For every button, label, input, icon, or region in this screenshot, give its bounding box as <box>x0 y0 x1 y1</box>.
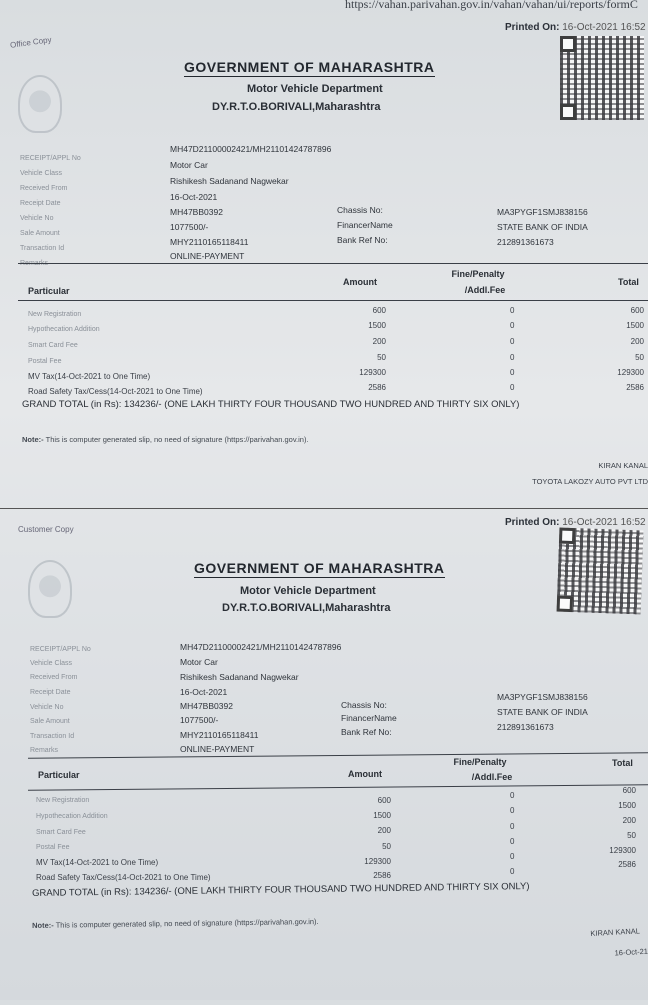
row-amount: 200 <box>372 337 386 346</box>
dealer-name: TOYOTA LAKOZY AUTO PVT LTD <box>532 477 648 486</box>
row-particular: Postal Fee <box>36 844 70 851</box>
financer-label: FinancerName <box>337 220 393 230</box>
bank-ref-label: Bank Ref No: <box>341 727 392 737</box>
field-label: Vehicle No <box>30 704 64 711</box>
row-amount: 600 <box>377 796 391 805</box>
printed-label: Printed On: <box>505 22 560 33</box>
field-label: Vehicle No <box>20 215 54 222</box>
table-top-rule <box>18 263 648 264</box>
signatory-name: KIRAN KANAL <box>598 461 648 470</box>
row-amount: 2586 <box>368 383 386 392</box>
financer-label: FinancerName <box>341 713 397 723</box>
table-header-rule <box>18 300 648 301</box>
row-amount: 129300 <box>359 368 386 377</box>
row-total: 200 <box>630 337 644 346</box>
printed-date: 16-Oct-2021 16:52 <box>562 517 646 528</box>
row-amount: 600 <box>372 306 386 315</box>
row-particular: Smart Card Fee <box>36 829 86 836</box>
header-addl-fee: /Addl.Fee <box>471 772 513 782</box>
row-fine: 0 <box>510 368 515 377</box>
row-amount: 2586 <box>373 871 391 880</box>
row-particular: MV Tax(14-Oct-2021 to One Time) <box>36 858 159 867</box>
government-title: GOVERNMENT OF MAHARASHTRA <box>194 560 445 576</box>
office-name: DY.R.T.O.BORIVALI,Maharashtra <box>212 101 381 113</box>
row-total: 129300 <box>617 368 644 377</box>
grand-total: GRAND TOTAL (in Rs): 134236/- (ONE LAKH THIRTY FOUR THOUSAND TWO HUNDRED AND THIRTY SIX ONLY) <box>32 881 530 899</box>
receipt-date: 16-Oct-2021 <box>180 687 228 697</box>
row-fine: 0 <box>510 337 515 346</box>
bank-ref-number: 212891361673 <box>497 237 554 247</box>
grand-total: GRAND TOTAL (in Rs): 134236/- (ONE LAKH THIRTY FOUR THOUSAND TWO HUNDRED AND THIRTY SIX ONLY) <box>22 399 520 410</box>
office-name: DY.R.T.O.BORIVALI,Maharashtra <box>222 602 391 614</box>
sale-amount: 1077500/- <box>170 222 209 232</box>
row-amount: 1500 <box>368 321 386 330</box>
row-amount: 129300 <box>364 857 391 866</box>
received-from: Rishikesh Sadanand Nagwekar <box>170 176 289 186</box>
header-particular: Particular <box>38 770 80 780</box>
printed-on <box>505 22 646 33</box>
note-text: This is computer generated slip, no need of signature (https://parivahan.gov.in). <box>45 435 309 444</box>
printed-label: Printed On: <box>505 517 560 528</box>
vehicle-class: Motor Car <box>170 160 208 170</box>
vehicle-class: Motor Car <box>180 657 218 667</box>
header-fine-penalty: Fine/Penalty <box>453 757 507 767</box>
row-total: 200 <box>622 816 636 825</box>
financer-name: STATE BANK OF INDIA <box>497 707 588 717</box>
row-total: 600 <box>630 306 644 315</box>
field-label: Sale Amount <box>20 230 60 237</box>
field-label: Receipt Date <box>20 200 61 207</box>
chassis-label: Chassis No: <box>337 205 383 215</box>
row-fine: 0 <box>510 837 515 846</box>
computer-generated-note <box>32 917 319 930</box>
row-amount: 1500 <box>373 811 391 820</box>
page-url: https://vahan.parivahan.gov.in/vahan/vahan/ui/reports/formC <box>345 0 638 11</box>
remarks: ONLINE-PAYMENT <box>180 744 255 754</box>
row-fine: 0 <box>510 306 515 315</box>
remarks: ONLINE-PAYMENT <box>170 251 245 261</box>
note-prefix: Note:- <box>32 920 54 930</box>
row-fine: 0 <box>510 791 515 800</box>
receipt-number: MH47D21100002421/MH21101424787896 <box>180 642 342 652</box>
chassis-label: Chassis No: <box>341 700 387 710</box>
copy-label: Office Copy <box>9 35 53 50</box>
header-total: Total <box>618 277 639 287</box>
field-label: RECEIPT/APPL No <box>30 646 91 653</box>
row-fine: 0 <box>510 383 515 392</box>
row-total: 2586 <box>618 860 636 869</box>
state-emblem-icon <box>28 560 72 618</box>
field-label: Remarks <box>30 747 59 754</box>
copy-label: Customer Copy <box>18 525 74 534</box>
qr-code-icon <box>560 36 644 120</box>
qr-code-icon <box>557 528 644 615</box>
field-label: Vehicle Class <box>30 660 73 667</box>
vehicle-number: MH47BB0392 <box>170 207 223 217</box>
customer-copy-slip <box>0 505 648 1005</box>
field-label: RECEIPT/APPL No <box>20 155 81 162</box>
field-label: Received From <box>20 185 68 192</box>
note-text: This is computer generated slip, no need of signature (https://parivahan.gov.in). <box>55 916 319 930</box>
header-total: Total <box>612 758 633 768</box>
row-total: 1500 <box>626 321 644 330</box>
bank-ref-label: Bank Ref No: <box>337 235 388 245</box>
row-particular: Smart Card Fee <box>28 342 78 349</box>
row-particular: Road Safety Tax/Cess(14-Oct-2021 to One Time) <box>28 387 203 396</box>
transaction-id: MHY2110165118411 <box>170 237 249 247</box>
row-total: 2586 <box>626 383 644 392</box>
row-fine: 0 <box>510 321 515 330</box>
row-fine: 0 <box>510 353 515 362</box>
department-name: Motor Vehicle Department <box>247 83 383 95</box>
row-total: 129300 <box>609 846 636 855</box>
received-from: Rishikesh Sadanand Nagwekar <box>180 672 299 682</box>
dealer-name: 16-Oct-21 <box>614 946 648 958</box>
field-label: Vehicle Class <box>20 170 63 177</box>
row-total: 50 <box>627 831 636 840</box>
chassis-number: MA3PYGF1SMJ838156 <box>497 692 588 702</box>
row-particular: MV Tax(14-Oct-2021 to One Time) <box>28 372 151 381</box>
row-particular: Hypothecation Addition <box>36 813 108 820</box>
receipt-date: 16-Oct-2021 <box>170 192 218 202</box>
signatory-name: KIRAN KANAL <box>590 926 641 938</box>
header-amount: Amount <box>348 769 382 779</box>
printed-date: 16-Oct-2021 16:52 <box>562 22 646 33</box>
computer-generated-note <box>22 435 309 444</box>
office-copy-slip <box>0 0 648 500</box>
field-label: Receipt Date <box>30 689 71 696</box>
department-name: Motor Vehicle Department <box>240 585 376 597</box>
row-particular: New Registration <box>36 797 90 804</box>
row-amount: 200 <box>377 826 391 835</box>
row-fine: 0 <box>510 806 515 815</box>
vehicle-number: MH47BB0392 <box>180 701 233 711</box>
field-label: Transaction Id <box>30 733 75 740</box>
receipt-number: MH47D21100002421/MH21101424787896 <box>170 144 332 154</box>
row-particular: Postal Fee <box>28 358 62 365</box>
row-fine: 0 <box>510 852 515 861</box>
field-label: Received From <box>30 674 78 681</box>
row-total: 50 <box>635 353 644 362</box>
sale-amount: 1077500/- <box>180 715 219 725</box>
chassis-number: MA3PYGF1SMJ838156 <box>497 207 588 217</box>
government-title: GOVERNMENT OF MAHARASHTRA <box>184 59 435 75</box>
financer-name: STATE BANK OF INDIA <box>497 222 588 232</box>
table-header-rule <box>28 784 648 790</box>
row-fine: 0 <box>510 867 515 876</box>
note-prefix: Note:- <box>22 435 44 444</box>
row-particular: Road Safety Tax/Cess(14-Oct-2021 to One Time) <box>36 873 211 882</box>
row-particular: New Registration <box>28 311 82 318</box>
row-total: 1500 <box>618 801 636 810</box>
state-emblem-icon <box>18 75 62 133</box>
row-fine: 0 <box>510 822 515 831</box>
transaction-id: MHY2110165118411 <box>180 730 259 740</box>
header-particular: Particular <box>28 286 70 296</box>
printed-on <box>505 517 646 528</box>
field-label: Transaction Id <box>20 245 65 252</box>
row-amount: 50 <box>377 353 386 362</box>
header-amount: Amount <box>343 277 377 287</box>
bank-ref-number: 212891361673 <box>497 722 554 732</box>
table-top-rule <box>28 752 648 758</box>
header-addl-fee: /Addl.Fee <box>464 285 506 295</box>
header-fine-penalty: Fine/Penalty <box>451 269 505 279</box>
row-total: 600 <box>622 786 636 795</box>
row-particular: Hypothecation Addition <box>28 326 100 333</box>
field-label: Sale Amount <box>30 718 70 725</box>
row-amount: 50 <box>382 842 391 851</box>
